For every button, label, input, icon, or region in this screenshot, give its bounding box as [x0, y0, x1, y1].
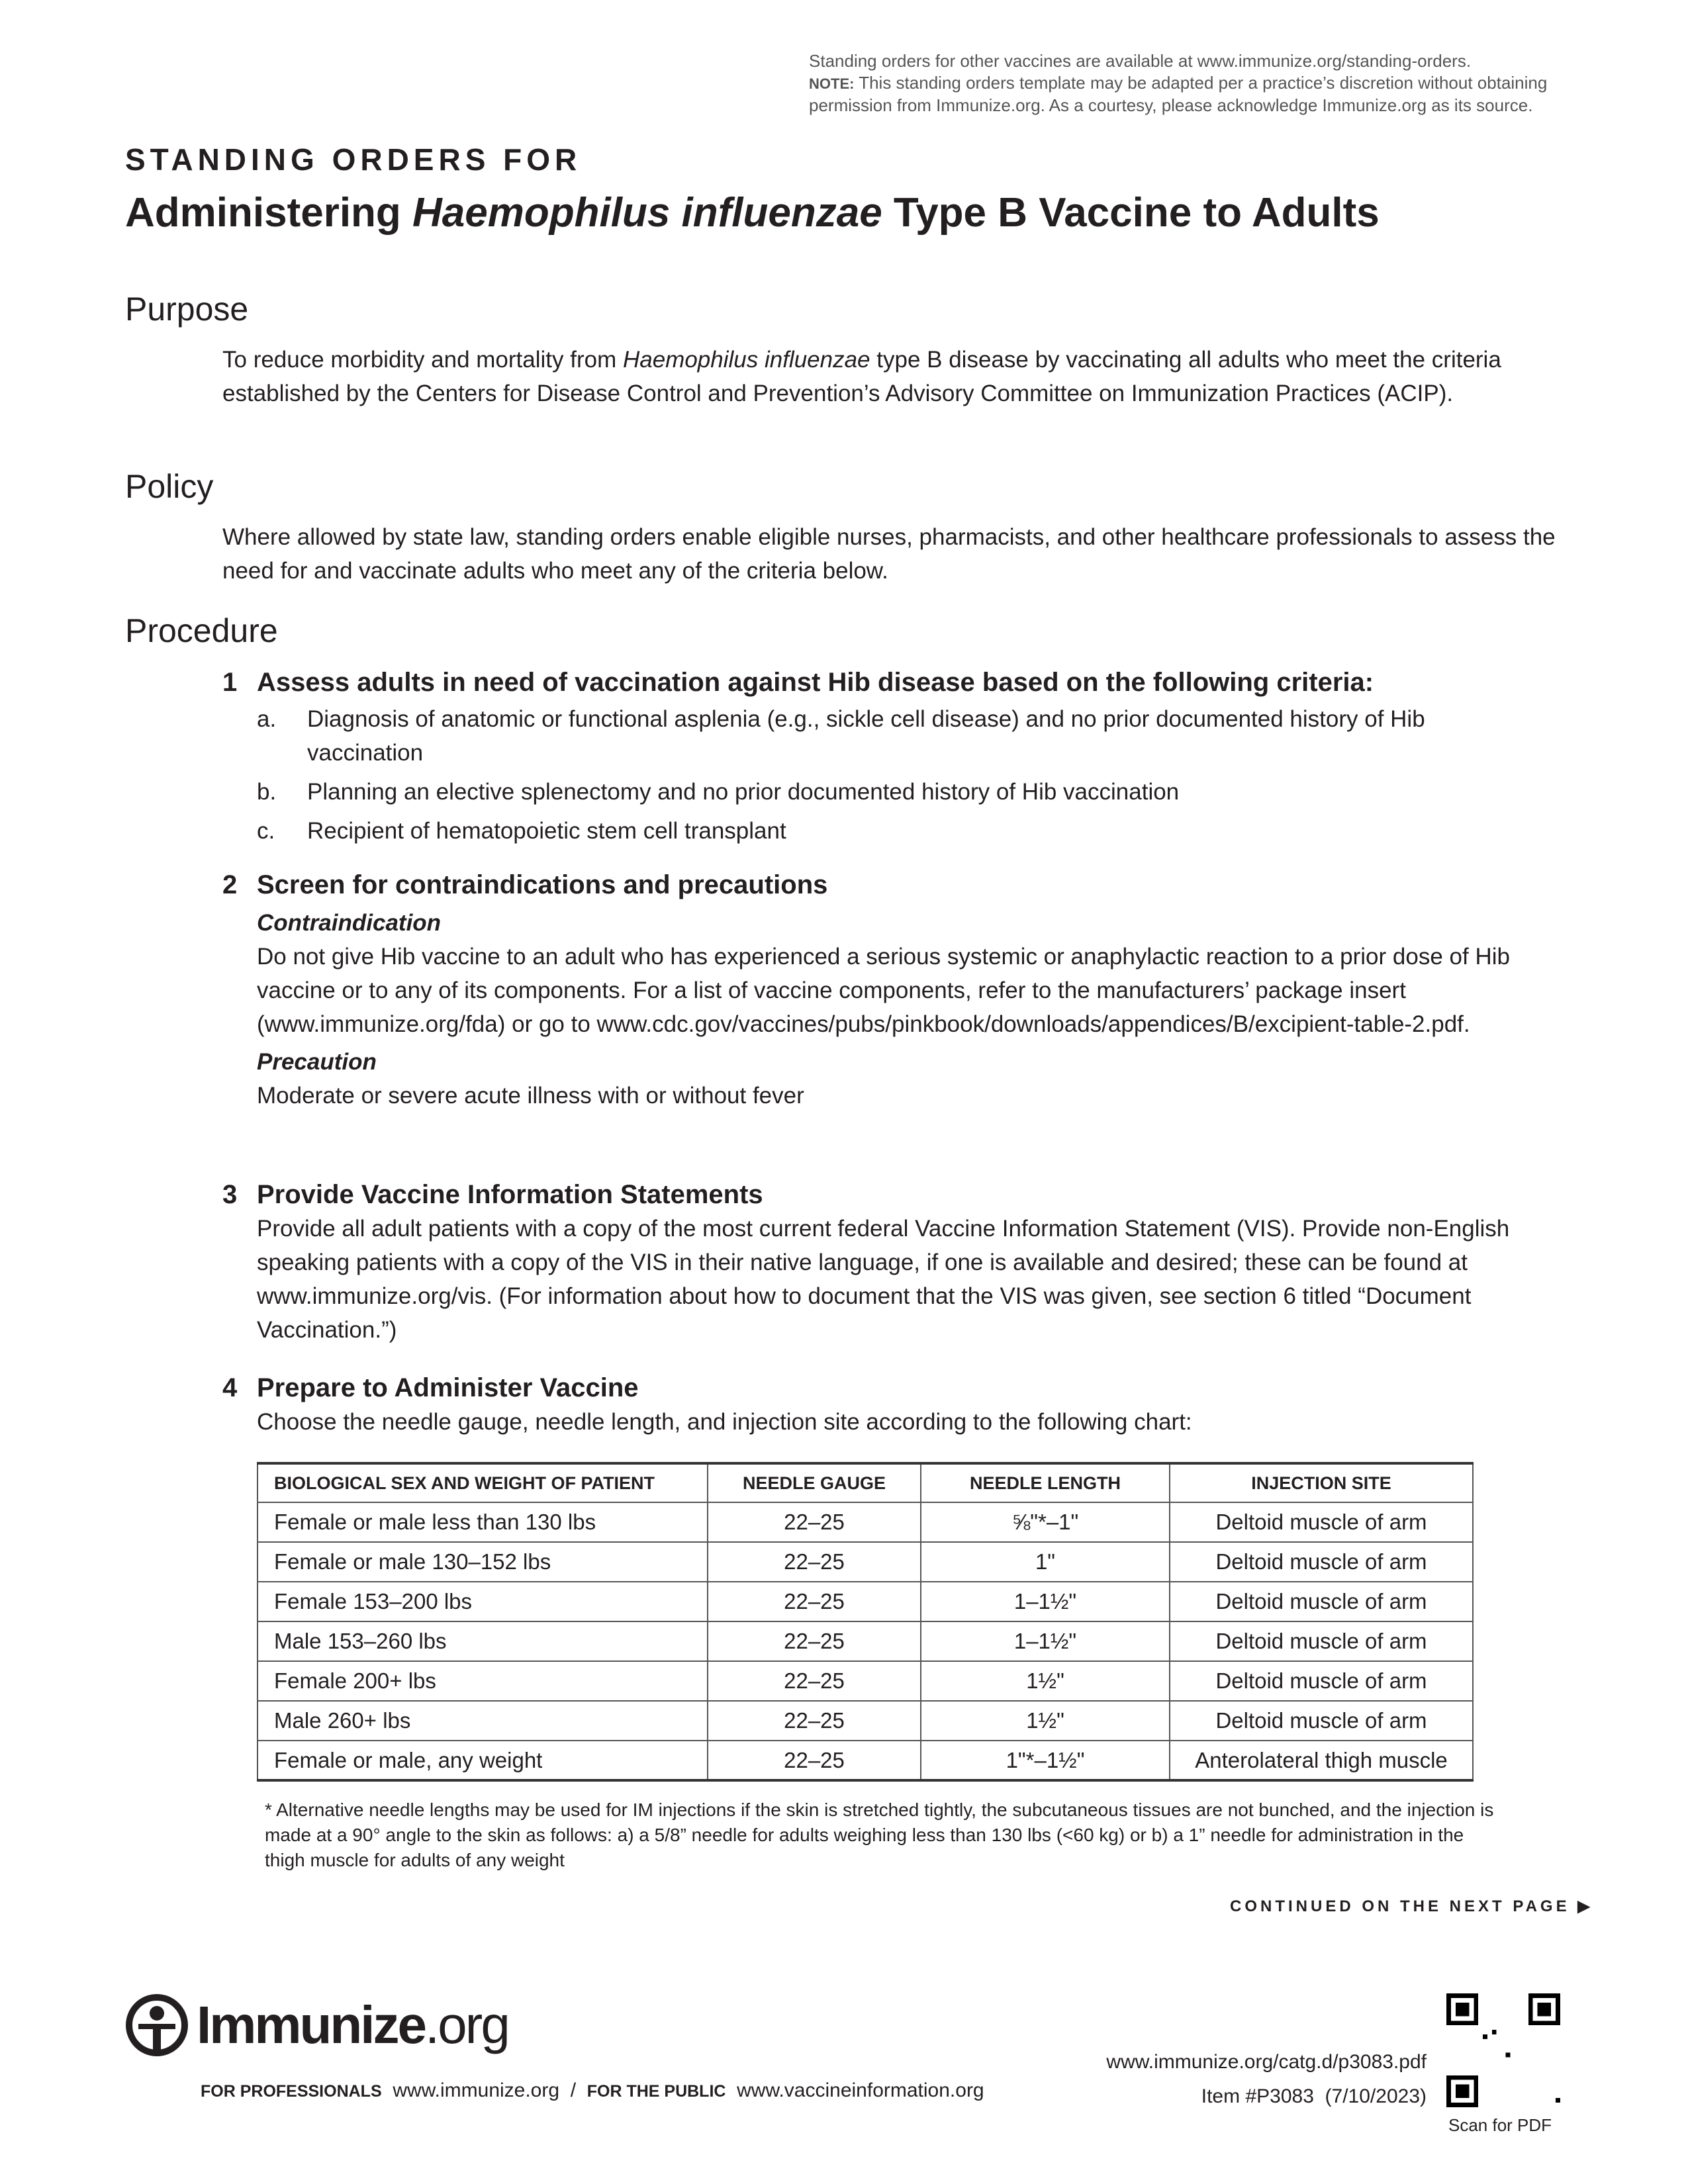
table-cell: Deltoid muscle of arm — [1170, 1582, 1473, 1621]
table-cell: 22–25 — [708, 1741, 921, 1780]
column-header: NEEDLE GAUGE — [708, 1463, 921, 1502]
table-row — [258, 1701, 1473, 1741]
purpose-heading: Purpose — [125, 291, 249, 328]
table-row — [258, 1582, 1473, 1621]
criterion-letter: a. — [257, 706, 277, 732]
title-italic: Haemophilus influenzae — [412, 190, 882, 236]
step-3 — [222, 1178, 1586, 1347]
contraindication-label: Contraindication — [257, 910, 442, 936]
precaution-label: Precaution — [257, 1049, 377, 1075]
step-2 — [222, 868, 1586, 1113]
title-post: Type B Vaccine to Adults — [882, 190, 1380, 236]
table-cell: Deltoid muscle of arm — [1170, 1621, 1473, 1661]
table-footnote: * Alternative needle lengths may be used for IM injections if the skin is stretched tightly, the subcutaneous tissues are not bunched, and the injection is made at a 90° angle to the skin as follows: a) a 5/8” needle for adults weighing less than 130 lbs (<60 kg) or b) a 1” needle for administration in the thigh muscle for adults of any weight — [265, 1799, 1494, 1870]
table-header-row — [258, 1463, 1473, 1502]
pro-label: FOR PROFESSIONALS — [201, 2082, 382, 2101]
table-cell: Deltoid muscle of arm — [1170, 1661, 1473, 1701]
contraindication-text: Do not give Hib vaccine to an adult who has experienced a serious systemic or anaphylactic reaction to a prior dose of Hib vaccine or to any of its components. For a list of vaccine components, refer to the manufacturers’ package insert (www.immunize.org/fda) or go to www.cdc.gov/vaccines/pubs/pinkbook/downloads/appendices/B/excipient-table-2.pdf. — [257, 944, 1510, 1037]
pdf-link[interactable]: www.immunize.org/catg.d/p3083.pdf — [1106, 2051, 1427, 2073]
qr-code-icon[interactable] — [1446, 1993, 1560, 2107]
immunize-logo — [125, 1993, 508, 2057]
note-label: NOTE: — [809, 75, 855, 92]
table-row — [258, 1502, 1473, 1542]
page-title — [125, 189, 1380, 236]
table-cell: Deltoid muscle of arm — [1170, 1542, 1473, 1582]
public-link[interactable]: www.vaccineinformation.org — [737, 2079, 984, 2101]
table-cell: 1" — [921, 1542, 1170, 1582]
table-cell: 1"*–1½" — [921, 1741, 1170, 1780]
continued-text: CONTINUED ON THE NEXT PAGE — [1230, 1897, 1570, 1915]
step-number: 3 — [222, 1180, 238, 1209]
continued-note — [1230, 1897, 1593, 1916]
table-row — [258, 1661, 1473, 1701]
step-1 — [222, 666, 1586, 848]
kicker: STANDING ORDERS FOR — [125, 142, 582, 177]
criterion-letter: b. — [257, 779, 277, 805]
logo-main: Immunize — [197, 1995, 425, 2054]
pro-link[interactable]: www.immunize.org — [393, 2079, 560, 2101]
purpose-italic: Haemophilus influenzae — [622, 347, 870, 373]
table-cell: 22–25 — [708, 1621, 921, 1661]
step-text: Provide all adult patients with a copy of the most current federal Vaccine Information Statement (VIS). Provide non-English speaking patients with a copy of the VIS in their native language, if one is available and desired; these can be found at www.immunize.org/vis. (For information about how to document that the VIS was given, see section 6 titled “Document Vaccination.”) — [257, 1216, 1510, 1343]
table-cell: 1–1½" — [921, 1621, 1170, 1661]
public-label: FOR THE PUBLIC — [586, 2082, 726, 2101]
column-header: INJECTION SITE — [1170, 1463, 1473, 1502]
table-cell: 1½" — [921, 1701, 1170, 1741]
criterion-text: Planning an elective splenectomy and no prior documented history of Hib vaccination — [307, 779, 1180, 805]
logo-icon — [125, 1993, 189, 2057]
step-title: Provide Vaccine Information Statements — [257, 1180, 763, 1209]
purpose-post: type B disease by vaccinating all adults who meet the criteria established by the Centers for Disease Control and Prevention’s Advisory Committee on Immunization Practices (ACIP). — [222, 347, 1501, 406]
criterion-text: Recipient of hematopoietic stem cell transplant — [307, 818, 786, 844]
precaution-text: Moderate or severe acute illness with or without fever — [257, 1083, 804, 1109]
table-row — [258, 1741, 1473, 1780]
table-cell: Deltoid muscle of arm — [1170, 1701, 1473, 1741]
scan-label: Scan for PDF — [1448, 2115, 1552, 2135]
table-row — [258, 1542, 1473, 1582]
step-number: 2 — [222, 870, 238, 899]
table-cell: Male 153–260 lbs — [258, 1621, 708, 1661]
step-title: Prepare to Administer Vaccine — [257, 1373, 639, 1402]
table-cell: Male 260+ lbs — [258, 1701, 708, 1741]
table-cell: 1–1½" — [921, 1582, 1170, 1621]
criterion — [257, 702, 1586, 770]
step-number: 4 — [222, 1373, 238, 1402]
step-title: Assess adults in need of vaccination against Hib disease based on the following criteria: — [257, 668, 1374, 697]
note-text: This standing orders template may be adapted per a practice’s discretion without obtaining permission from Immunize.org. As a courtesy, please acknowledge Immunize.org as its source. — [809, 73, 1548, 115]
column-header: BIOLOGICAL SEX AND WEIGHT OF PATIENT — [258, 1463, 708, 1502]
step-text: Choose the needle gauge, needle length, and injection site according to the following chart: — [257, 1409, 1192, 1435]
table-cell: Anterolateral thigh muscle — [1170, 1741, 1473, 1780]
title-pre: Administering — [125, 190, 413, 236]
policy-text: Where allowed by state law, standing orders enable eligible nurses, pharmacists, and other healthcare professionals to assess the need for and vaccinate adults who meet any of the criteria below. — [222, 524, 1556, 584]
criterion — [257, 814, 1586, 848]
step-4 — [222, 1371, 1586, 1439]
footer-links — [201, 2079, 984, 2102]
table-cell: 22–25 — [708, 1542, 921, 1582]
logo-suffix: .org — [424, 1995, 508, 2054]
table-cell: 22–25 — [708, 1701, 921, 1741]
criterion — [257, 775, 1586, 809]
separator: / — [570, 2079, 577, 2101]
column-header: NEEDLE LENGTH — [921, 1463, 1170, 1502]
table-cell: Female or male, any weight — [258, 1741, 708, 1780]
table-cell: Female or male less than 130 lbs — [258, 1502, 708, 1542]
header-note — [809, 50, 1603, 116]
table-cell: 22–25 — [708, 1582, 921, 1621]
needle-table — [257, 1462, 1474, 1782]
item-number: Item #P3083 (7/10/2023) — [1201, 2085, 1427, 2107]
table-cell: ⅝"*–1" — [921, 1502, 1170, 1542]
standing-orders-link-note: Standing orders for other vaccines are available at www.immunize.org/standing-orders. — [809, 51, 1472, 71]
table-cell: Deltoid muscle of arm — [1170, 1502, 1473, 1542]
step-title: Screen for contraindications and precautions — [257, 870, 828, 899]
step-number: 1 — [222, 668, 238, 697]
table-cell: Female 200+ lbs — [258, 1661, 708, 1701]
table-row — [258, 1621, 1473, 1661]
procedure-heading: Procedure — [125, 612, 278, 649]
table-cell: 22–25 — [708, 1502, 921, 1542]
criterion-letter: c. — [257, 818, 275, 844]
purpose-text — [222, 343, 1573, 410]
table-cell: 22–25 — [708, 1661, 921, 1701]
policy-heading: Policy — [125, 468, 214, 505]
play-triangle-icon: ▶ — [1577, 1897, 1593, 1915]
purpose-pre: To reduce morbidity and mortality from — [222, 347, 623, 373]
table-cell: Female 153–200 lbs — [258, 1582, 708, 1621]
table-cell: 1½" — [921, 1661, 1170, 1701]
footer-item-info — [1106, 2045, 1427, 2114]
table-cell: Female or male 130–152 lbs — [258, 1542, 708, 1582]
criterion-text: Diagnosis of anatomic or functional asplenia (e.g., sickle cell disease) and no prior documented history of Hib vaccination — [307, 706, 1425, 766]
